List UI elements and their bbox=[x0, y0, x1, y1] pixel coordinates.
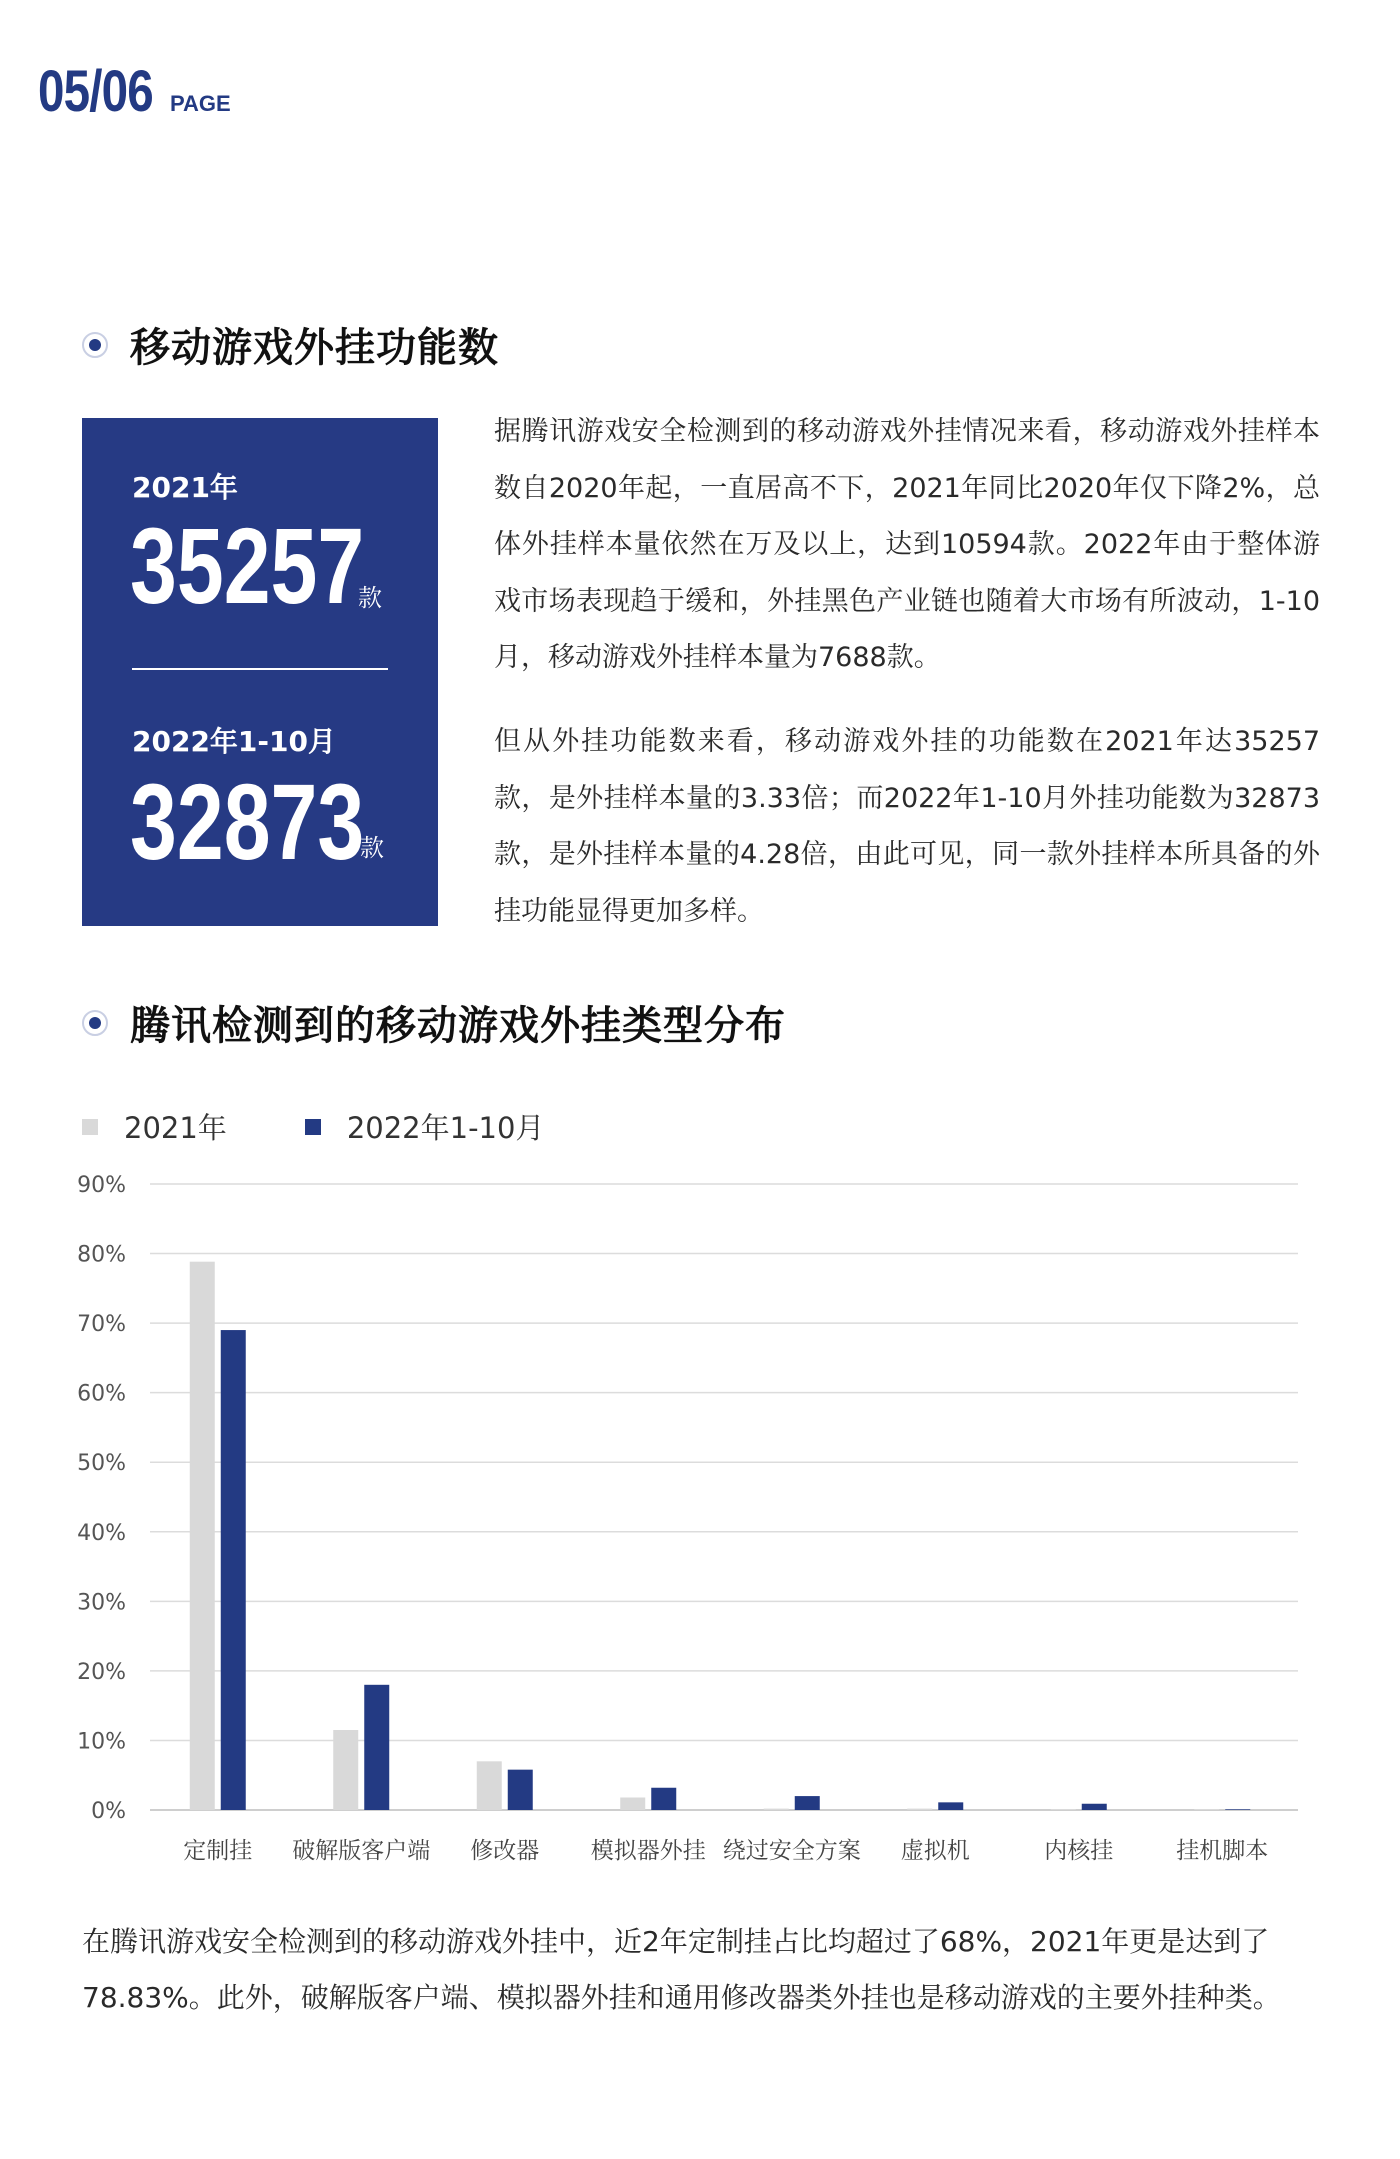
x-tick-label: 修改器 bbox=[470, 1838, 540, 1864]
stat-label-2022: 2022年1-10月 bbox=[132, 725, 336, 758]
x-tick-label: 挂机脚本 bbox=[1176, 1838, 1269, 1864]
y-tick-label: 0% bbox=[91, 1799, 126, 1824]
bar-2021 bbox=[333, 1730, 358, 1810]
y-tick-label: 40% bbox=[77, 1520, 126, 1546]
y-tick-label: 70% bbox=[77, 1312, 126, 1338]
x-tick-label: 虚拟机 bbox=[900, 1838, 970, 1864]
bar-2021 bbox=[764, 1809, 789, 1810]
x-tick-label: 定制挂 bbox=[183, 1838, 253, 1864]
bar-2022 bbox=[364, 1685, 389, 1810]
y-tick-label: 10% bbox=[77, 1729, 126, 1755]
bar-2022 bbox=[1225, 1809, 1250, 1810]
stat-value-2021: 35257 bbox=[130, 505, 365, 626]
bar-2022 bbox=[651, 1788, 676, 1810]
stat-unit-2022: 款 bbox=[360, 834, 384, 862]
legend-label: 2022年1-10月 bbox=[346, 1111, 545, 1145]
page-number-label: PAGE bbox=[170, 91, 231, 116]
y-tick-label: 30% bbox=[77, 1590, 126, 1616]
y-tick-label: 60% bbox=[77, 1381, 126, 1407]
bar-2021 bbox=[620, 1797, 645, 1810]
bar-2021 bbox=[477, 1761, 502, 1810]
section-title: 腾讯检测到的移动游戏外挂类型分布 bbox=[130, 1003, 786, 1049]
bar-2022 bbox=[508, 1770, 533, 1810]
bar-2022 bbox=[1082, 1804, 1107, 1810]
legend-label: 2021年 bbox=[124, 1111, 227, 1145]
y-tick-label: 50% bbox=[77, 1451, 126, 1477]
bar-2022 bbox=[221, 1330, 246, 1810]
y-tick-label: 80% bbox=[77, 1242, 126, 1268]
chart-caption: 在腾讯游戏安全检测到的移动游戏外挂中，近2年定制挂占比均超过了68%，2021年更是达到了78.83%。此外，破解版客户端、模拟器外挂和通用修改器类外挂也是移动游戏的主要外挂种类。 bbox=[82, 1925, 1281, 2014]
x-tick-label: 绕过安全方案 bbox=[722, 1838, 861, 1864]
stat-label-2021: 2021年 bbox=[132, 471, 238, 504]
page-number-value: 05/06 bbox=[38, 59, 153, 124]
paragraph-samples: 据腾讯游戏安全检测到的移动游戏外挂情况来看，移动游戏外挂样本数自2020年起，一直居高不下，2021年同比2020年仅下降2%，总体外挂样本量依然在万及以上，达到10594款。2022年由于整体游戏市场表现趋于缓和，外挂黑色产业链也随着大市场有所波动，1-10月，移动游戏外挂样本量为7688款。 bbox=[494, 416, 1320, 673]
bar-2021 bbox=[1051, 1809, 1076, 1810]
bar-2022 bbox=[938, 1802, 963, 1810]
y-tick-label: 90% bbox=[77, 1173, 126, 1198]
x-tick-label: 破解版客户端 bbox=[292, 1838, 431, 1864]
bar-2021 bbox=[190, 1262, 215, 1810]
bar-2021 bbox=[907, 1809, 932, 1810]
paragraph-features: 但从外挂功能数来看，移动游戏外挂的功能数在2021年达35257款，是外挂样本量的3.33倍；而2022年1-10月外挂功能数为32873款，是外挂样本量的4.28倍，由此可见，同一款外挂样本所具备的外挂功能显得更加多样。 bbox=[494, 726, 1320, 927]
bar-2022 bbox=[795, 1796, 820, 1810]
x-tick-label: 内核挂 bbox=[1044, 1838, 1114, 1864]
bar-2021 bbox=[1194, 1809, 1219, 1810]
stat-unit-2021: 款 bbox=[358, 584, 382, 612]
stat-value-2022: 32873 bbox=[130, 761, 365, 882]
y-tick-label: 20% bbox=[77, 1659, 126, 1685]
x-tick-label: 模拟器外挂 bbox=[590, 1838, 706, 1864]
section-title: 移动游戏外挂功能数 bbox=[130, 325, 499, 371]
